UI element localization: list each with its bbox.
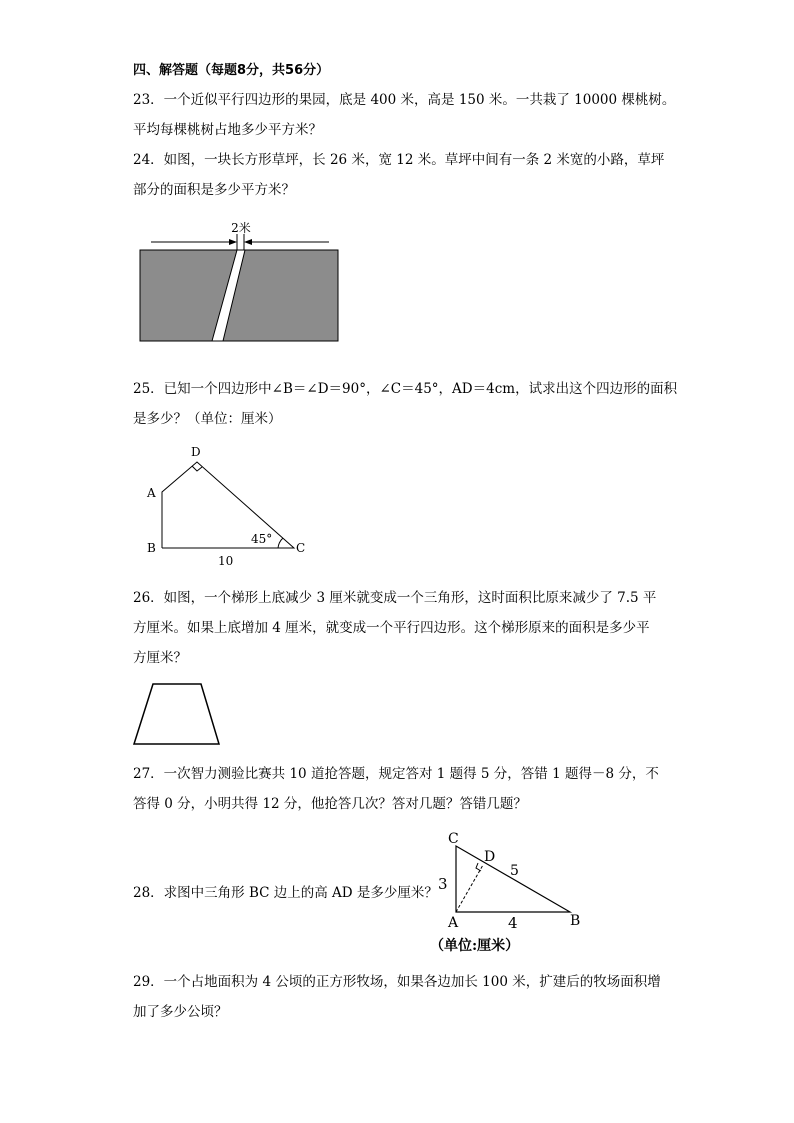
q25-angle-label: 45° <box>251 532 273 546</box>
q25-label-d: D <box>191 445 201 459</box>
q27-line-2: 答得 0 分，小明共得 12 分，他抢答几次？答对几题？答错几题？ <box>133 796 527 812</box>
q26-line-2: 方厘米。如果上底增加 4 厘米，就变成一个平行四边形。这个梯形原来的面积是多少平 <box>133 620 650 636</box>
q25-line-1: 25．已知一个四边形中∠B＝∠D＝90°，∠C＝45°，AD＝4cm，试求出这个四边形的面积 <box>133 381 678 397</box>
q24-path-width-label: 2米 <box>231 221 251 235</box>
q28-label-a: A <box>448 915 459 931</box>
q28-ab-length: 4 <box>508 914 518 932</box>
q28-label-d: D <box>484 849 496 865</box>
q23-line-2: 平均每棵桃树占地多少平方米？ <box>133 122 322 138</box>
q28-line-1: 28．求图中三角形 BC 边上的高 AD 是多少厘米？ <box>133 885 438 901</box>
q25-line-2: 是多少？（单位：厘米） <box>133 411 282 427</box>
q26-line-1: 26．如图，一个梯形上底减少 3 厘米就变成一个三角形，这时面积比原来减少了 7.5 平 <box>133 590 657 606</box>
section-title: 四、解答题（每题8分，共56分） <box>133 63 330 78</box>
q28-unit-label: （单位:厘米） <box>430 938 520 954</box>
q28-ca-length: 3 <box>438 875 448 893</box>
q28-cb-length: 5 <box>510 863 519 879</box>
q29-line-1: 29．一个占地面积为 4 公顷的正方形牧场，如果各边加长 100 米，扩建后的牧场面积增 <box>133 974 661 990</box>
q24-line-1: 24．如图，一块长方形草坪，长 26 米，宽 12 米。草坪中间有一条 2 米宽的小路，草坪 <box>133 152 665 168</box>
q28-label-c: C <box>448 831 459 847</box>
q29-line-2: 加了多少公顷？ <box>133 1004 228 1020</box>
q26-line-3: 方厘米？ <box>133 650 187 666</box>
q27-line-1: 27．一次智力测验比赛共 10 道抢答题，规定答对 1 题得 5 分，答错 1 题得－8 分，不 <box>133 766 659 782</box>
q25-bc-length: 10 <box>218 554 234 568</box>
q25-label-b: B <box>147 541 156 555</box>
q25-label-a: A <box>147 486 156 500</box>
q23-line-1: 23．一个近似平行四边形的果园，底是 400 米，高是 150 米。一共栽了 10000 棵桃树。 <box>133 92 676 108</box>
q28-label-b: B <box>570 913 581 929</box>
q25-label-c: C <box>296 541 306 555</box>
q24-line-2: 部分的面积是多少平方米？ <box>133 182 295 198</box>
